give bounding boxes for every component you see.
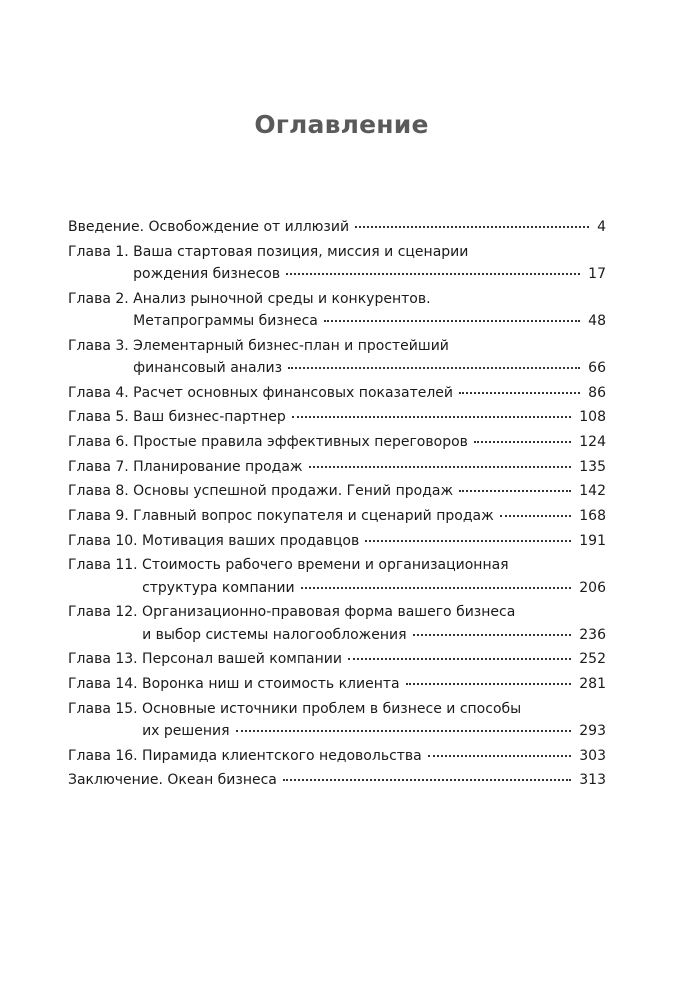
dot-leader — [292, 416, 572, 418]
page-title: Оглавление — [254, 110, 429, 139]
dot-leader — [428, 755, 572, 757]
toc-page-number: 66 — [588, 359, 606, 376]
dot-leader — [459, 490, 571, 492]
toc-page-number: 191 — [579, 532, 606, 549]
toc-line — [68, 357, 606, 379]
toc-line — [68, 577, 606, 599]
toc-line — [68, 216, 606, 238]
toc-line — [68, 335, 606, 357]
toc-entry-text: Глава 11. Стоимость рабочего времени и организационная — [68, 557, 509, 574]
toc-page-number: 142 — [579, 483, 606, 500]
toc-entry-text: Глава 16. Пирамида клиентского недовольства — [68, 747, 422, 764]
dot-leader — [309, 466, 572, 468]
toc-page-number: 135 — [579, 458, 606, 475]
toc-page-number: 281 — [579, 676, 606, 693]
toc-entry-text: Глава 2. Анализ рыночной среды и конкурентов. — [68, 290, 431, 307]
toc-entry-text: Глава 13. Персонал вашей компании — [68, 651, 342, 668]
toc-line — [68, 480, 606, 502]
toc-page-number: 124 — [579, 434, 606, 451]
toc-page-number: 48 — [588, 312, 606, 329]
toc-entry[interactable] — [68, 241, 606, 286]
toc-entry-text: рождения бизнесов — [133, 265, 281, 282]
toc-page-number: 108 — [579, 409, 606, 426]
toc-page-number: 206 — [579, 579, 606, 596]
toc-entry[interactable] — [68, 505, 606, 527]
toc-entry[interactable] — [68, 698, 606, 743]
toc-entry[interactable] — [68, 216, 606, 238]
dot-leader — [413, 634, 572, 636]
toc-page-number: 86 — [588, 384, 606, 401]
toc-entry[interactable] — [68, 530, 606, 552]
dot-leader — [286, 273, 580, 275]
toc-entry[interactable] — [68, 335, 606, 380]
dot-leader — [301, 587, 572, 589]
toc-line — [68, 382, 606, 404]
toc-line — [68, 310, 606, 332]
toc-page-number: 4 — [597, 219, 606, 235]
toc-page-number: 303 — [579, 747, 606, 764]
toc-entry[interactable] — [68, 480, 606, 502]
toc-entry-text: Глава 10. Мотивация ваших продавцов — [68, 532, 360, 549]
toc-entry[interactable] — [68, 601, 606, 646]
dot-leader — [324, 320, 580, 322]
toc-page-number: 168 — [579, 508, 606, 525]
toc-line — [68, 648, 606, 670]
dot-leader — [355, 226, 589, 228]
toc-line — [68, 241, 606, 263]
toc-page-number: 252 — [579, 651, 606, 668]
toc-entry-text: финансовый анализ — [133, 359, 283, 376]
toc-line — [68, 673, 606, 695]
dot-leader — [365, 540, 571, 542]
toc-line — [68, 406, 606, 428]
dot-leader — [459, 392, 580, 394]
dot-leader — [474, 441, 571, 443]
toc-line — [68, 263, 606, 285]
toc-entry-text: Глава 7. Планирование продаж — [68, 458, 303, 475]
toc-page-number: 313 — [579, 772, 606, 789]
toc-entry-text: Глава 3. Элементарный бизнес-план и простейший — [68, 337, 449, 354]
toc-entry-text: Глава 5. Ваш бизнес-партнер — [68, 409, 286, 426]
toc-line — [68, 456, 606, 478]
toc-entry-text: Глава 8. Основы успешной продажи. Гений продаж — [68, 483, 454, 500]
toc-entry-text: Введение. Освобождение от иллюзий — [68, 219, 350, 235]
toc-entry[interactable] — [68, 406, 606, 428]
toc-entry-text: Глава 1. Ваша стартовая позиция, миссия и сценарии — [68, 243, 469, 260]
toc-page-number: 236 — [579, 626, 606, 643]
toc-line — [68, 698, 606, 720]
toc-entry[interactable] — [68, 382, 606, 404]
dot-leader — [236, 730, 572, 732]
dot-leader — [283, 779, 571, 781]
toc-entry-text: Глава 6. Простые правила эффективных переговоров — [68, 434, 468, 451]
dot-leader — [500, 515, 572, 517]
toc-entry-text: и выбор системы налогообложения — [142, 626, 407, 643]
toc-entry[interactable] — [68, 648, 606, 670]
toc-page-number: 17 — [588, 265, 606, 282]
toc-entry[interactable] — [68, 554, 606, 599]
toc-entry-text: Глава 9. Главный вопрос покупателя и сценарий продаж — [68, 508, 494, 525]
toc-entry[interactable] — [68, 456, 606, 478]
table-of-contents — [68, 216, 606, 794]
toc-line — [68, 745, 606, 767]
toc-entry-text: Глава 12. Организационно-правовая форма вашего бизнеса — [68, 604, 516, 621]
dot-leader — [288, 367, 580, 369]
toc-entry[interactable] — [68, 288, 606, 333]
toc-entry-text: их решения — [142, 723, 230, 740]
toc-entry[interactable] — [68, 769, 606, 791]
toc-line — [68, 505, 606, 527]
toc-line — [68, 431, 606, 453]
toc-entry-text: Заключение. Океан бизнеса — [68, 772, 277, 789]
toc-line — [68, 530, 606, 552]
toc-entry-text: Метапрограммы бизнеса — [133, 312, 318, 329]
toc-line — [68, 601, 606, 623]
toc-entry-text: Глава 4. Расчет основных финансовых показателей — [68, 384, 453, 401]
toc-page-number: 293 — [579, 723, 606, 740]
toc-line — [68, 288, 606, 310]
dot-leader — [348, 658, 571, 660]
toc-entry[interactable] — [68, 431, 606, 453]
toc-entry-text: структура компании — [142, 579, 295, 596]
toc-entry-text: Глава 15. Основные источники проблем в бизнесе и способы — [68, 700, 522, 717]
toc-line — [68, 554, 606, 576]
toc-line — [68, 624, 606, 646]
toc-line — [68, 769, 606, 791]
toc-entry[interactable] — [68, 745, 606, 767]
toc-entry[interactable] — [68, 673, 606, 695]
toc-entry-text: Глава 14. Воронка ниш и стоимость клиента — [68, 676, 400, 693]
toc-line — [68, 720, 606, 742]
dot-leader — [406, 683, 572, 685]
